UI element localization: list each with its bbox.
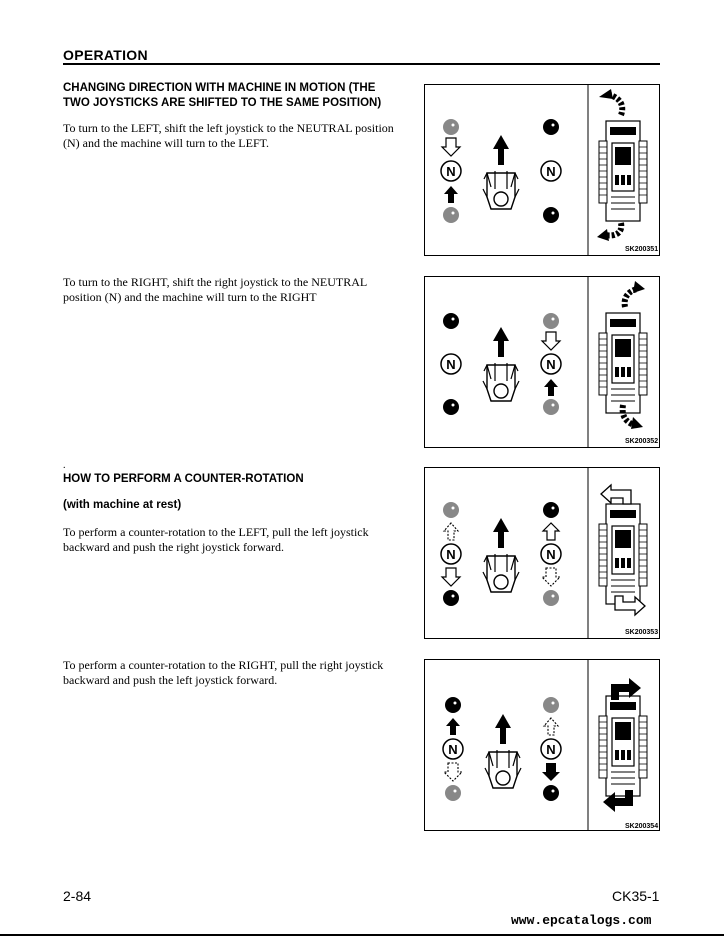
paragraph-line: backward and push the right joystick forward. xyxy=(63,540,284,554)
figure-code: SK200352 xyxy=(625,438,659,445)
paragraph-line: To perform a counter-rotation to the RIGHT, pull the right joystick xyxy=(63,658,384,672)
header-rule xyxy=(63,63,660,65)
watermark-url: www.epcatalogs.com xyxy=(511,913,652,928)
heading-line: TWO JOYSTICKS ARE SHIFTED TO THE SAME POSITION) xyxy=(63,97,382,109)
paragraph-counter-rotation-left xyxy=(63,525,369,555)
section-heading-counter-rotation: HOW TO PERFORM A COUNTER-ROTATION xyxy=(63,473,304,485)
model-code: CK35-1 xyxy=(612,888,660,904)
paragraph-turn-left xyxy=(63,121,394,151)
figure-counter-rotation-left-drawing xyxy=(425,468,659,638)
figure-code: SK200351 xyxy=(625,246,659,253)
section-heading-direction-change xyxy=(63,81,381,111)
figure-turn-left xyxy=(424,84,660,256)
neutral-label: N xyxy=(446,357,456,372)
figure-counter-rotation-left xyxy=(424,467,660,639)
neutral-label: N xyxy=(446,164,456,179)
heading-line: CHANGING DIRECTION WITH MACHINE IN MOTION (THE xyxy=(63,82,376,94)
page-number: 2-84 xyxy=(63,888,92,904)
paragraph-line: backward and push the left joystick forward. xyxy=(63,673,278,687)
figure-turn-right xyxy=(424,276,660,448)
figure-counter-rotation-right-drawing xyxy=(425,660,659,830)
bottom-rule xyxy=(0,934,724,936)
neutral-label: N xyxy=(546,742,556,757)
paragraph-turn-right xyxy=(63,275,367,305)
paragraph-line: To turn to the LEFT, shift the left joystick to the NEUTRAL position xyxy=(63,121,394,135)
figure-code: SK200353 xyxy=(625,629,659,636)
neutral-label: N xyxy=(546,164,556,179)
figure-counter-rotation-right xyxy=(424,659,660,831)
paragraph-line: position (N) and the machine will turn to the RIGHT xyxy=(63,290,317,304)
stray-dot: . xyxy=(63,460,66,471)
page-section-title: OPERATION xyxy=(63,47,148,63)
paragraph-line: (N) and the machine will turn to the LEFT. xyxy=(63,136,270,150)
figure-turn-right-drawing xyxy=(425,277,659,447)
section-subheading-at-rest: (with machine at rest) xyxy=(63,499,182,511)
neutral-label: N xyxy=(546,547,556,562)
neutral-label: N xyxy=(446,547,456,562)
figure-turn-left-drawing xyxy=(425,85,659,255)
neutral-label: N xyxy=(546,357,556,372)
neutral-label: N xyxy=(448,742,458,757)
paragraph-line: To perform a counter-rotation to the LEFT, pull the left joystick xyxy=(63,525,369,539)
paragraph-counter-rotation-right xyxy=(63,658,383,688)
figure-code: SK200354 xyxy=(625,823,659,830)
paragraph-line: To turn to the RIGHT, shift the right joystick to the NEUTRAL xyxy=(63,275,368,289)
